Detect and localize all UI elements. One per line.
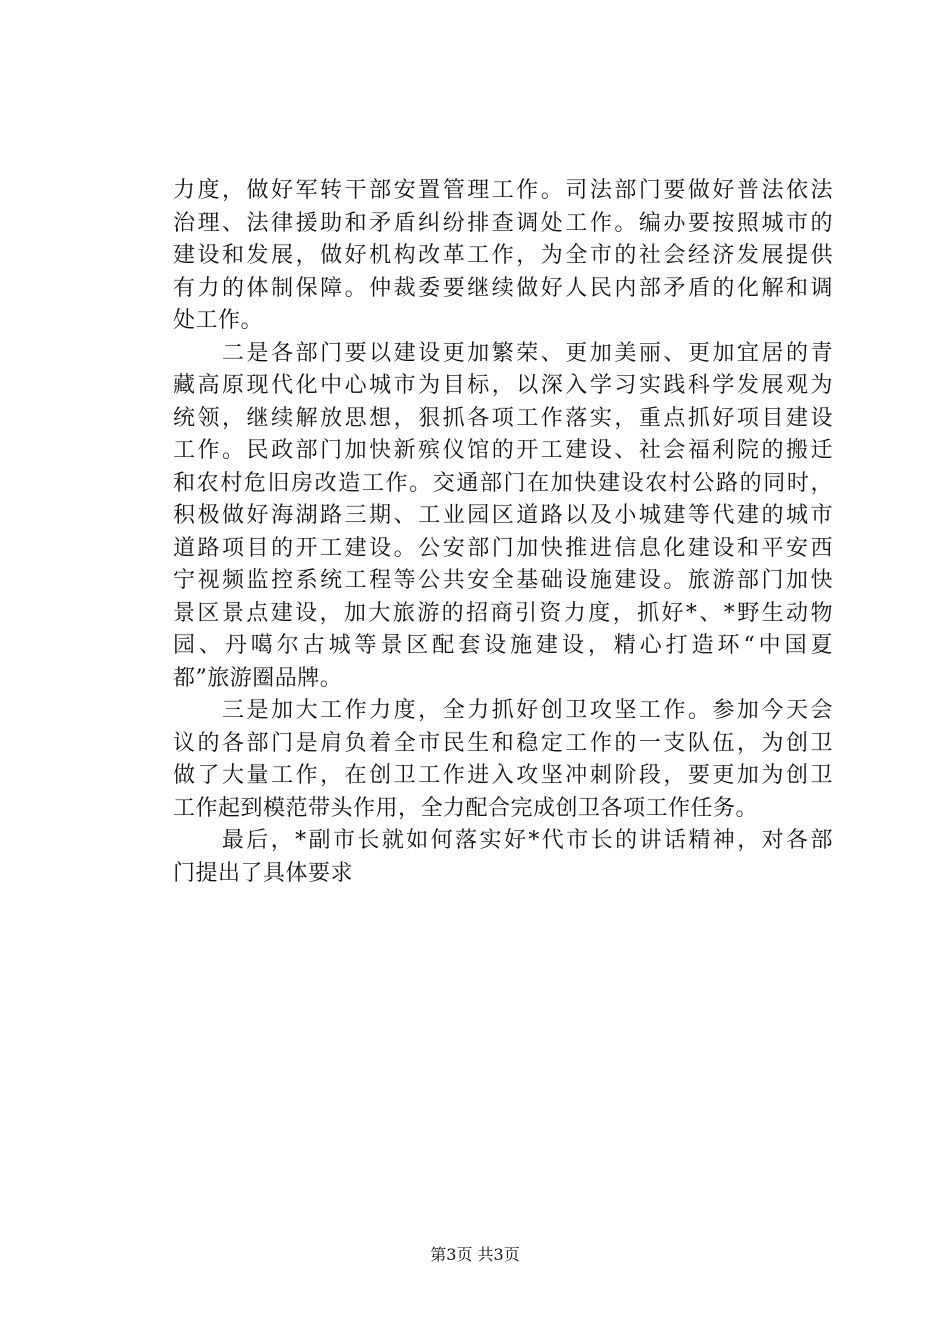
text-line: 统领，继续解放思想，狠抓各项工作落实，重点抓好项目建设 xyxy=(173,405,833,431)
text-line: 藏高原现代化中心城市为目标，以深入学习实践科学发展观为 xyxy=(173,373,833,398)
page-number-label: 第3页 共3页 xyxy=(430,1245,520,1264)
text-line: 工作。民政部门加快新殡仪馆的开工建设、社会福利院的搬迁 xyxy=(173,438,833,463)
text-line: 议的各部门是肩负着全市民生和稳定工作的一支队伍，为创卫 xyxy=(173,730,833,756)
text-line: 三是加大工作力度，全力抓好创卫攻坚工作。参加今天会 xyxy=(173,698,833,723)
text-line: 建设和发展，做好机构改革工作，为全市的社会经济发展提供 xyxy=(173,243,833,268)
text-line: 道路项目的开工建设。公安部门加快推进信息化建设和平安西 xyxy=(173,535,833,561)
text-line: 工作起到模范带头作用，全力配合完成创卫各项工作任务。 xyxy=(173,795,759,821)
text-line: 力度，做好军转干部安置管理工作。司法部门要做好普法依法 xyxy=(173,178,833,203)
text-line: 和农村危旧房改造工作。交通部门在加快建设农村公路的同时， xyxy=(173,470,833,496)
text-line: 园、丹噶尔古城等景区配套设施建设，精心打造环“中国夏 xyxy=(173,633,833,658)
text-line: 积极做好海湖路三期、工业园区道路以及小城建等代建的城市 xyxy=(173,503,833,528)
text-line: 门提出了具体要求 xyxy=(173,860,354,886)
text-line: 处工作。 xyxy=(173,308,264,333)
text-line: 二是各部门要以建设更加繁荣、更加美丽、更加宜居的青 xyxy=(173,340,833,366)
text-line: 有力的体制保障。仲裁委要继续做好人民内部矛盾的化解和调 xyxy=(173,275,833,301)
text-line: 宁视频监控系统工程等公共安全基础设施建设。旅游部门加快 xyxy=(173,568,833,593)
page-footer xyxy=(0,1244,950,1266)
text-line: 治理、法律援助和矛盾纠纷排查调处工作。编办要按照城市的 xyxy=(173,210,833,236)
document-body xyxy=(173,175,833,890)
text-line: 都”旅游圈品牌。 xyxy=(173,665,343,691)
text-line: 景区景点建设，加大旅游的招商引资力度，抓好*、*野生动物 xyxy=(173,600,833,626)
text-line: 做了大量工作，在创卫工作进入攻坚冲刺阶段，要更加为创卫 xyxy=(173,763,833,788)
text-line: 最后，*副市长就如何落实好*代市长的讲话精神，对各部 xyxy=(173,828,833,853)
